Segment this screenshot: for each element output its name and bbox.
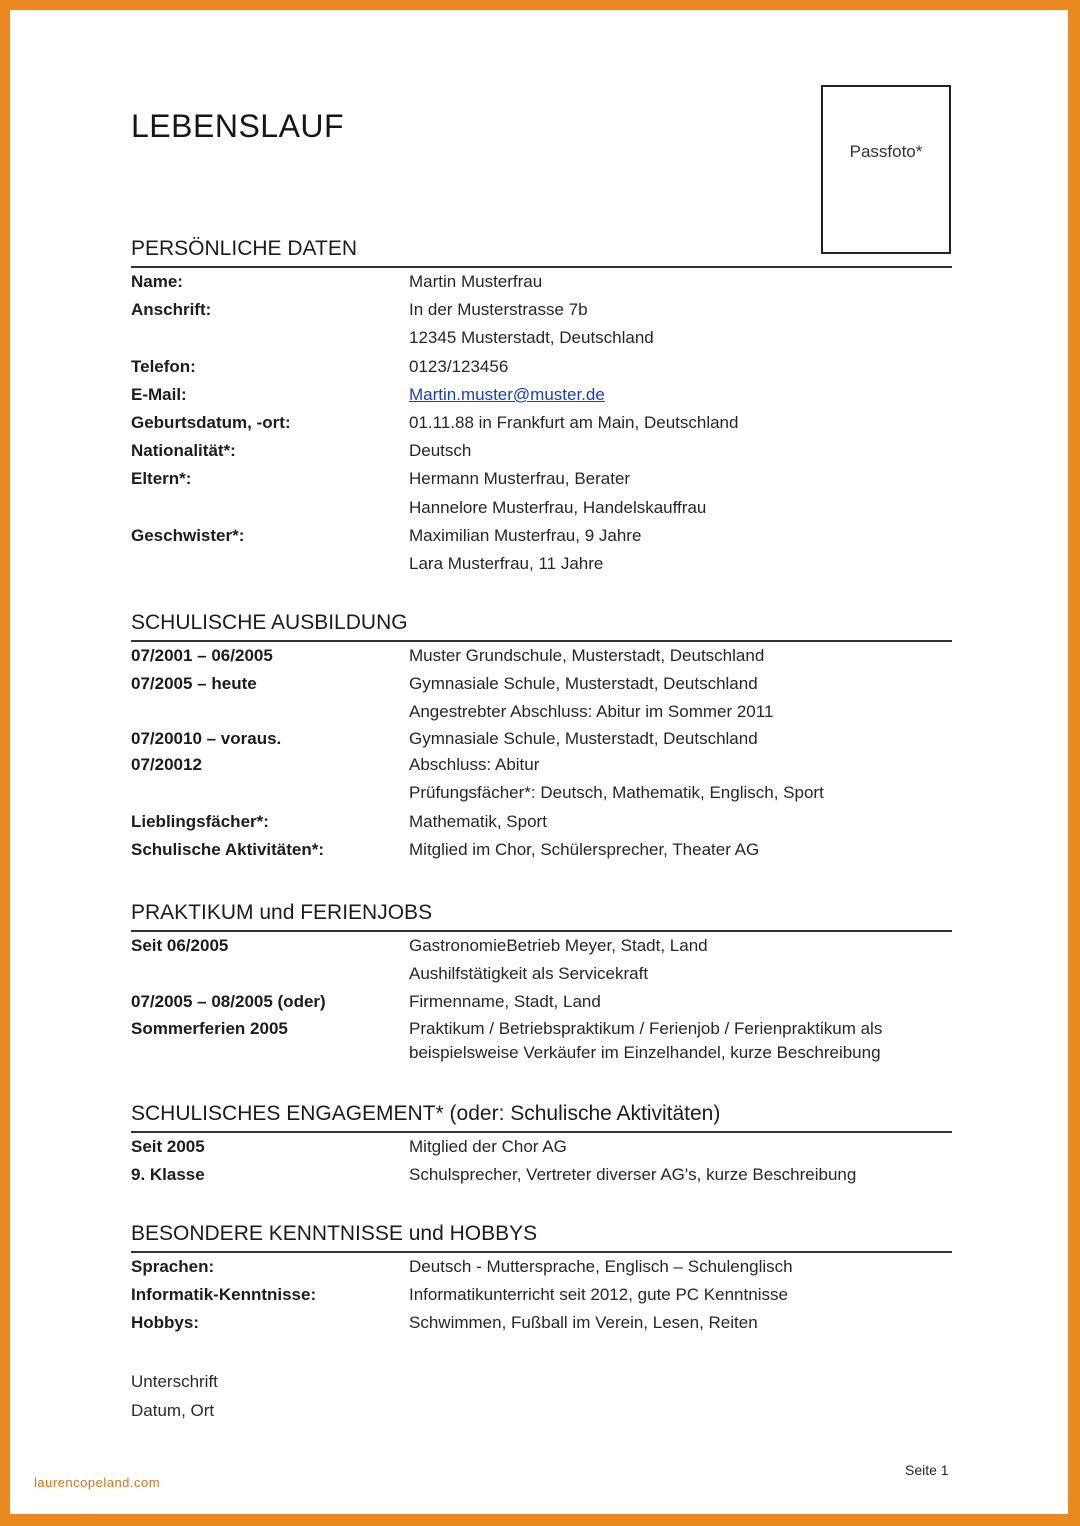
table-row xyxy=(131,296,952,324)
table-row xyxy=(131,932,952,960)
section-school-engagement xyxy=(131,1102,952,1189)
row-label: Seit 06/2005 xyxy=(131,936,229,955)
table-row xyxy=(131,1253,952,1281)
table-row xyxy=(131,1309,952,1337)
table-row xyxy=(131,1161,952,1189)
photo-placeholder xyxy=(821,85,951,254)
signature-label: Unterschrift xyxy=(131,1372,218,1391)
table-row xyxy=(131,1133,952,1161)
row-value: Maximilian Musterfrau, 9 Jahre xyxy=(409,525,642,545)
row-value: Angestrebter Abschluss: Abitur im Sommer 2011 xyxy=(409,702,774,722)
date-place-label: Datum, Ort xyxy=(131,1400,215,1420)
row-value: Gymnasiale Schule, Musterstadt, Deutschland xyxy=(409,728,758,748)
table-row xyxy=(131,808,952,836)
row-value: Informatikunterricht seit 2012, gute PC Kenntnisse xyxy=(409,1285,788,1305)
row-label: Anschrift: xyxy=(131,300,212,320)
row-label: Seit 2005 xyxy=(131,1137,205,1156)
row-value: Martin Musterfrau xyxy=(409,272,543,291)
row-label xyxy=(131,550,409,578)
row-label xyxy=(131,960,409,988)
row-value: Lara Musterfrau, 11 Jahre xyxy=(409,554,604,574)
row-label: 07/2005 – heute xyxy=(131,674,257,694)
table-row xyxy=(131,727,952,752)
row-value: Mitglied im Chor, Schülersprecher, Theater AG xyxy=(409,839,760,859)
table-row xyxy=(131,670,952,698)
row-value: Abschluss: Abitur xyxy=(409,755,540,775)
row-label xyxy=(131,494,409,522)
section-heading: SCHULISCHE AUSBILDUNG xyxy=(131,611,952,642)
row-label xyxy=(131,324,409,352)
row-label: Hobbys: xyxy=(131,1313,199,1333)
table-row xyxy=(131,698,952,726)
row-label: Geschwister*: xyxy=(131,525,245,545)
row-label: Sprachen: xyxy=(131,1257,215,1276)
table-row xyxy=(131,960,952,988)
row-label: 07/20012 xyxy=(131,755,202,775)
table-row xyxy=(131,409,952,437)
section-heading: PRAKTIKUM und FERIENJOBS xyxy=(131,901,952,932)
table-row xyxy=(131,268,952,296)
row-value: beispielsweise Verkäufer im Einzelhandel, kurze Beschreibung xyxy=(409,1043,881,1063)
table-row xyxy=(131,465,952,493)
row-label: Geburtsdatum, -ort: xyxy=(131,413,291,433)
row-label: Eltern*: xyxy=(131,469,192,489)
table-row xyxy=(131,550,952,578)
table-row xyxy=(131,494,952,522)
table-row xyxy=(131,324,952,352)
row-label: 07/2001 – 06/2005 xyxy=(131,646,273,665)
photo-label: Passfoto* xyxy=(849,142,923,161)
row-value: Firmenname, Stadt, Land xyxy=(409,992,601,1012)
row-value: 12345 Musterstadt, Deutschland xyxy=(409,328,654,348)
row-value: Prüfungsfächer*: Deutsch, Mathematik, Englisch, Sport xyxy=(409,783,824,803)
row-value: Mitglied der Chor AG xyxy=(409,1137,567,1156)
table-row xyxy=(131,522,952,550)
row-label: 07/2005 – 08/2005 (oder) xyxy=(131,992,326,1012)
section-skills-hobbies xyxy=(131,1222,952,1338)
section-personal-data xyxy=(131,237,952,578)
row-label xyxy=(131,779,409,807)
row-value: Muster Grundschule, Musterstadt, Deutschland xyxy=(409,646,765,665)
table-row xyxy=(131,988,952,1016)
section-heading: BESONDERE KENNTNISSE und HOBBYS xyxy=(131,1222,952,1253)
row-value: Gymnasiale Schule, Musterstadt, Deutschland xyxy=(409,674,758,694)
row-label: E-Mail: xyxy=(131,384,187,404)
row-value: Hermann Musterfrau, Berater xyxy=(409,469,631,489)
row-label: Informatik-Kenntnisse: xyxy=(131,1285,317,1305)
row-label xyxy=(131,1041,409,1066)
table-row xyxy=(131,751,952,779)
row-value: Mathematik, Sport xyxy=(409,811,547,831)
section-school-education xyxy=(131,611,952,864)
table-row xyxy=(131,642,952,670)
table-row xyxy=(131,1041,952,1066)
watermark: laurencopeland.com xyxy=(34,1475,161,1490)
table-row xyxy=(131,1017,952,1042)
row-label: Name: xyxy=(131,272,183,291)
row-value: Schwimmen, Fußball im Verein, Lesen, Reiten xyxy=(409,1313,758,1333)
row-label: 9. Klasse xyxy=(131,1165,205,1185)
row-value: Aushilfstätigkeit als Servicekraft xyxy=(409,964,649,984)
table-row xyxy=(131,353,952,381)
section-heading: SCHULISCHES ENGAGEMENT* (oder: Schulische Aktivitäten) xyxy=(131,1102,952,1133)
row-label: Lieblingsfächer*: xyxy=(131,811,269,831)
document-title: LEBENSLAUF xyxy=(131,108,345,144)
row-label: Sommerferien 2005 xyxy=(131,1018,288,1038)
row-label: Nationalität*: xyxy=(131,441,236,461)
table-row xyxy=(131,437,952,465)
signature-block xyxy=(131,1368,218,1425)
table-row xyxy=(131,381,952,409)
section-internships xyxy=(131,901,952,1066)
section-heading: PERSÖNLICHE DATEN xyxy=(131,237,952,268)
email-link[interactable]: Martin.muster@muster.de xyxy=(409,384,605,404)
document-page xyxy=(10,10,1068,1514)
table-row xyxy=(131,779,952,807)
row-value: 0123/123456 xyxy=(409,356,509,376)
row-value: Deutsch xyxy=(409,441,472,461)
row-value: 01.11.88 in Frankfurt am Main, Deutschland xyxy=(409,413,739,433)
row-value: Deutsch - Muttersprache, Englisch – Schulenglisch xyxy=(409,1257,793,1276)
row-label: Telefon: xyxy=(131,356,196,376)
table-row xyxy=(131,836,952,864)
row-value: Praktikum / Betriebspraktikum / Ferienjob / Ferienpraktikum als xyxy=(409,1018,883,1038)
table-row xyxy=(131,1281,952,1309)
row-value: In der Musterstrasse 7b xyxy=(409,300,588,320)
page-number: Seite 1 xyxy=(905,1462,949,1478)
row-value: Schulsprecher, Vertreter diverser AG's, kurze Beschreibung xyxy=(409,1165,857,1185)
row-value: GastronomieBetrieb Meyer, Stadt, Land xyxy=(409,936,708,955)
row-label: 07/20010 – voraus. xyxy=(131,728,282,748)
row-label xyxy=(131,698,409,726)
row-value: Hannelore Musterfrau, Handelskauffrau xyxy=(409,497,707,517)
row-label: Schulische Aktivitäten*: xyxy=(131,839,325,859)
